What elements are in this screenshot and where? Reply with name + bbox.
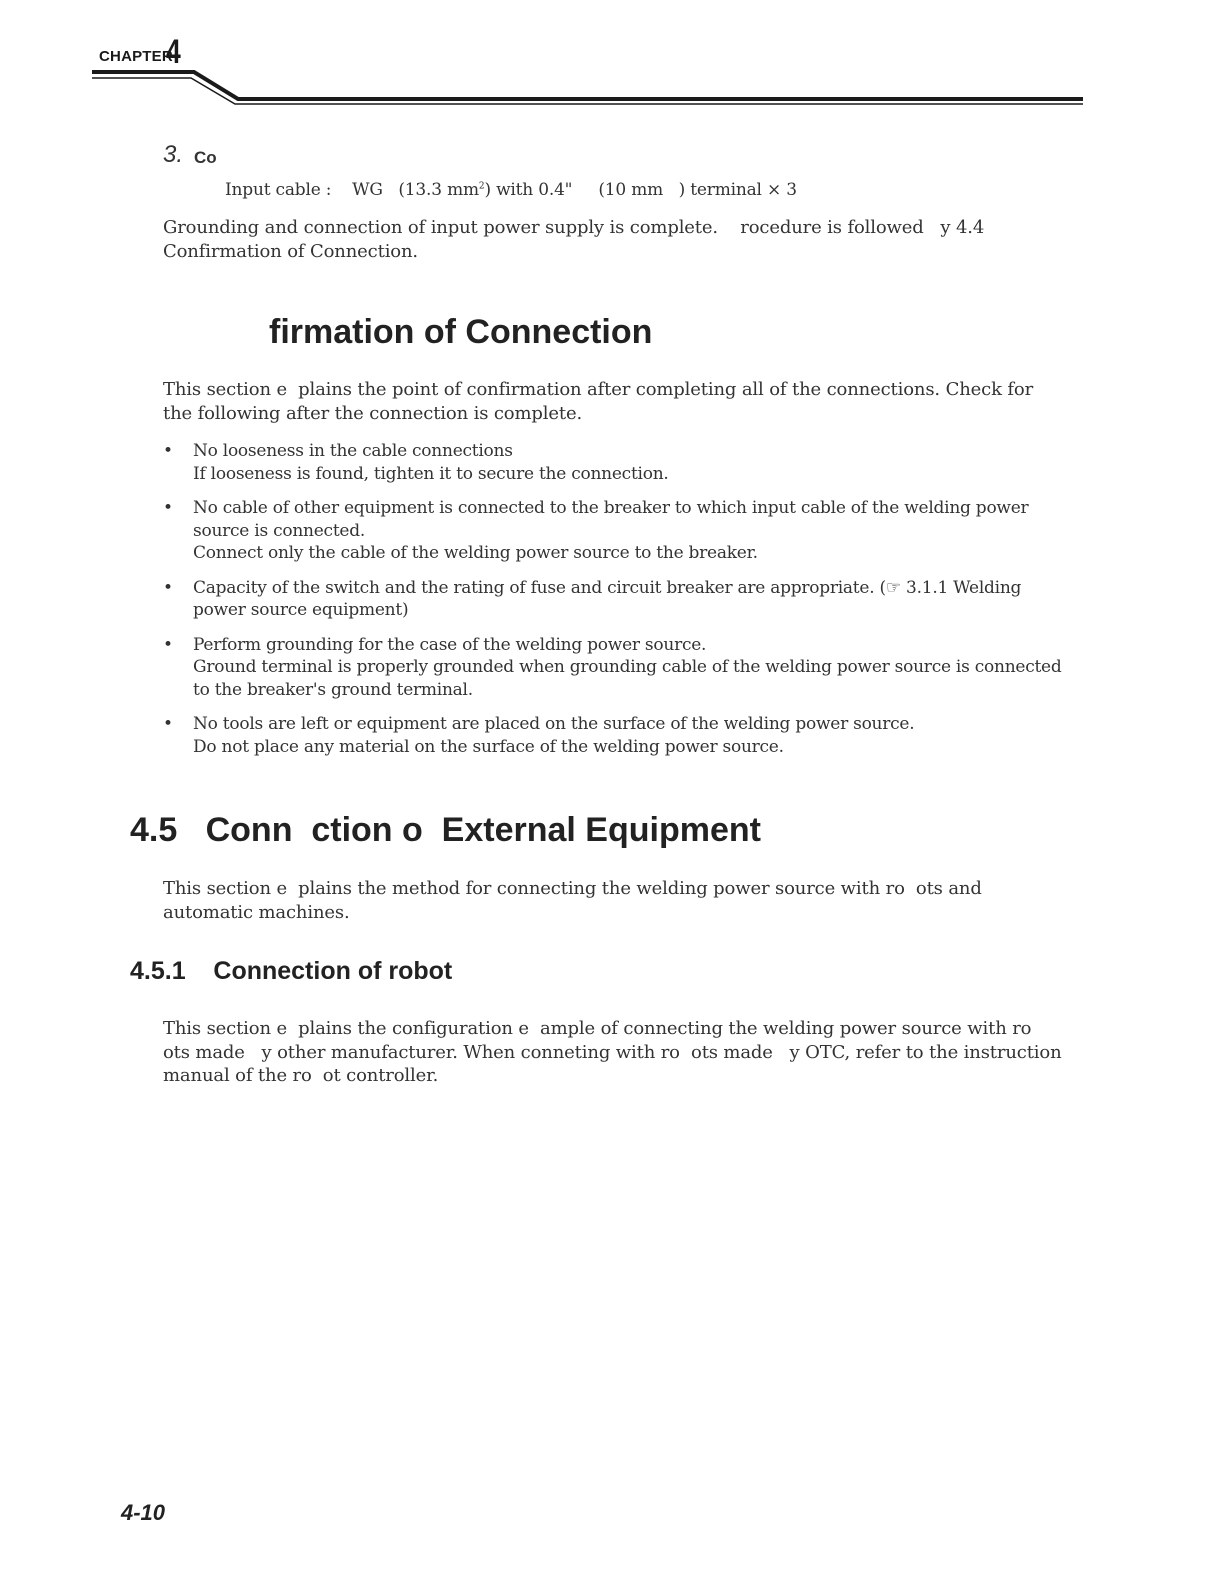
list-item <box>163 577 1063 622</box>
section-heading-4-5-1: 4.5.1 Connection of robot <box>130 957 453 985</box>
section-4-5-intro: This section e plains the method for connecting the welding power source with ro ots and automatic machines. <box>163 878 988 923</box>
grounding-paragraph: Grounding and connection of input power supply is complete. rocedure is followed y 4.4 Confirmation of Connection. <box>163 217 990 262</box>
input-cable-spec <box>225 180 797 200</box>
confirmation-intro: This section e plains the point of confirmation after completing all of the connections. Check for the following after the connection is complete. <box>163 379 1039 424</box>
chapter-number: 4 <box>166 33 181 71</box>
list-item-line: No tools are left or equipment are placed on the surface of the welding power source. <box>193 714 915 734</box>
list-item-line: Capacity of the switch and the rating of fuse and circuit breaker are appropriate. (☞ 3.1.1 Welding power source equipment) <box>193 577 1022 620</box>
confirmation-checklist <box>163 440 1063 770</box>
input-cable-superscript: 2 <box>478 181 485 192</box>
list-item-line: Connect only the cable of the welding power source to the breaker. <box>193 543 758 563</box>
bullet-dot: • <box>163 634 173 655</box>
list-item-line: Perform grounding for the case of the welding power source. <box>193 634 707 655</box>
step-title: Co <box>194 148 217 167</box>
bullet-dot: • <box>163 498 173 518</box>
step-number: 3. <box>163 141 184 168</box>
bullet-dot: • <box>163 441 173 461</box>
section-heading-confirmation: firmation of Connection <box>269 313 653 351</box>
section-heading-4-5: 4.5 Conn ction o External Equipment <box>130 811 761 849</box>
bullet-dot: • <box>163 714 173 734</box>
input-cable-rest: ) with 0.4" (10 mm ) terminal × 3 <box>484 180 797 200</box>
chapter-header-rule <box>0 0 1224 120</box>
section-4-5-1-intro: This section e plains the configuration e ample of connecting the welding power source with ro ots made y other manufacturer. When conneting with ro ots made y OTC, refer to the instruction manual of the ro ot controller. <box>163 1018 1068 1086</box>
list-item-line: No looseness in the cable connections <box>193 441 513 461</box>
bullet-dot: • <box>163 577 173 598</box>
list-item-line: If looseness is found, tighten it to secure the connection. <box>193 463 669 484</box>
input-cable-text: Input cable : WG (13.3 mm <box>225 180 479 200</box>
list-item <box>163 634 1063 702</box>
list-item-line: Do not place any material on the surface of the welding power source. <box>193 736 784 757</box>
page-number: 4-10 <box>121 1500 166 1525</box>
list-item <box>163 440 1063 485</box>
list-item <box>163 713 1063 758</box>
chapter-label: CHAPTER <box>99 48 173 65</box>
list-item-line: Ground terminal is properly grounded when grounding cable of the welding power source is connected to the breaker's ground terminal. <box>193 657 1062 700</box>
list-item-line: No cable of other equipment is connected to the breaker to which input cable of the welding power source is connected. <box>193 498 1029 541</box>
list-item <box>163 497 1063 565</box>
